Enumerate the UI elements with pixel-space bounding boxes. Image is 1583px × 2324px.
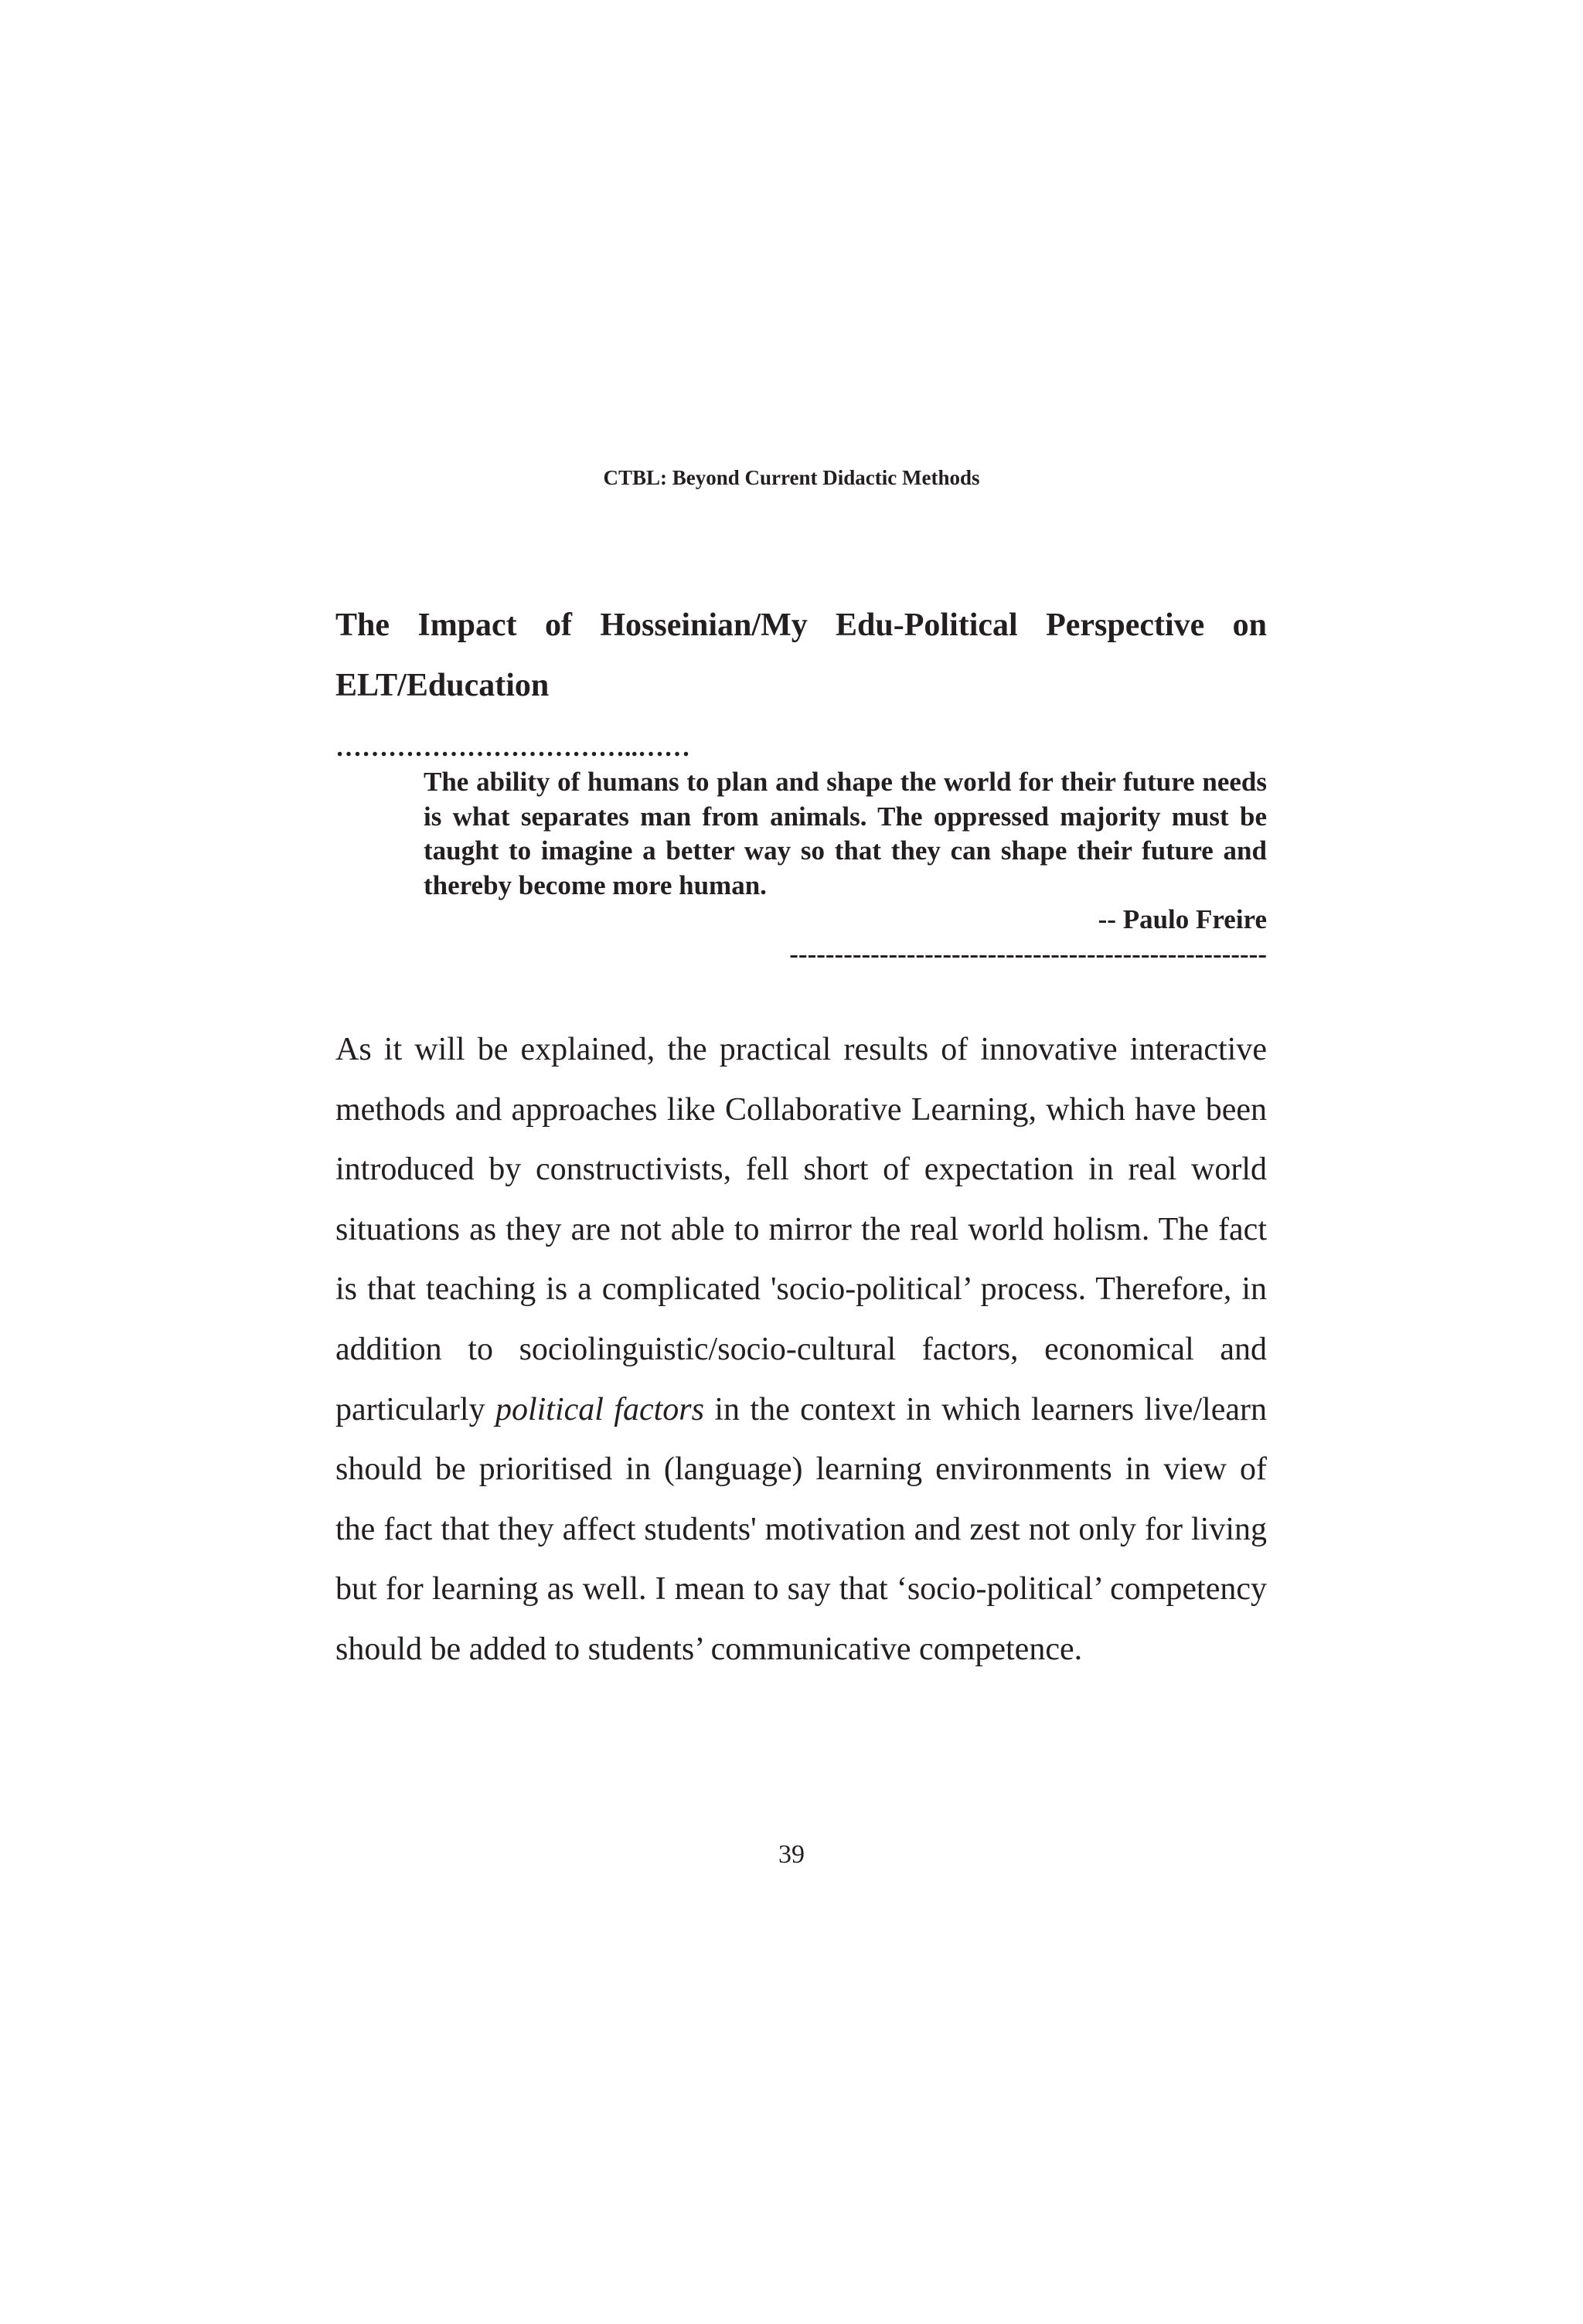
running-head: CTBL: Beyond Current Didactic Methods (603, 466, 980, 489)
dotted-separator: ……………………………..…… (335, 733, 690, 762)
section-title: The Impact of Hosseinian/My Edu-Political Perspective on ELT/Education (335, 607, 1267, 703)
body-text-part-2: in the context in which learners live/learn should be prioritised in (language) learning environments in view of the fact that they affect students' motivation and zest not only for living but for learning as well. I mean to say that ‘socio-political’ competency should be added to students’ communicative competence. (335, 1391, 1267, 1667)
body-paragraph (335, 1020, 1267, 1680)
epigraph-quote: The ability of humans to plan and shape the world for their future needs is what separates man from animals. The oppressed majority must be taught to imagine a better way so that they can shape their future and thereby become more human. (424, 767, 1267, 900)
epigraph-author: -- Paulo Freire (1098, 904, 1267, 934)
epigraph-rule: ----------------------------------------------------- (789, 938, 1267, 969)
body-text-part-1: As it will be explained, the practical results of innovative interactive methods and approaches like Collaborative Learning, which have been introduced by constructivists, fell short of expectation in real world situations as they are not able to mirror the real world holism. The fact is that teaching is a complicated 'socio-political’ process. Therefore, in addition to sociolinguistic/socio-cultural factors, economical and particularly (335, 1032, 1267, 1427)
page-number: 39 (778, 1840, 805, 1869)
body-italic-phrase: political factors (495, 1391, 704, 1427)
epigraph (424, 765, 1267, 971)
